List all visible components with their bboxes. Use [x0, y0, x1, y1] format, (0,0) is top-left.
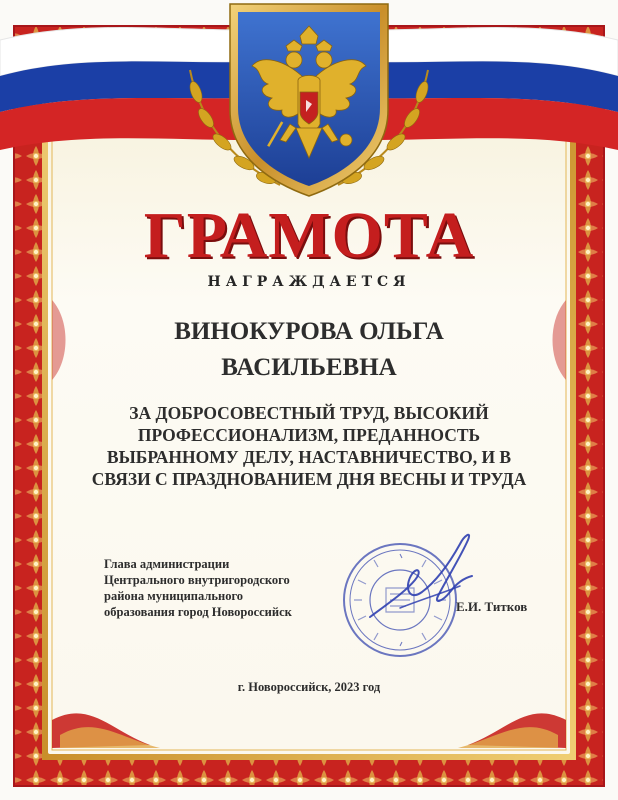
recipient-line: ВИНОКУРОВА ОЛЬГА [174, 318, 444, 345]
signer-position-line: Глава администрации [104, 557, 230, 571]
signer-position [104, 556, 334, 620]
handwritten-signature-icon [360, 522, 490, 632]
certificate-title: ГРАМОТА [143, 199, 475, 272]
signer-name: Е.И. Титков [456, 599, 528, 614]
signer-position-line: Центрального внутригородского [104, 573, 290, 587]
reason-line: ЗА ДОБРОСОВЕСТНЫЙ ТРУД, ВЫСОКИЙ [129, 403, 489, 423]
signer-position-line: образования город Новороссийск [104, 605, 292, 619]
recipient-line: ВАСИЛЬЕВНА [221, 354, 397, 381]
certificate-subtitle: НАГРАЖДАЕТСЯ [207, 274, 411, 290]
award-reason [90, 402, 528, 490]
recipient-name [90, 314, 528, 386]
signer-position-line: района муниципального [104, 589, 244, 603]
place-and-date: г. Новороссийск, 2023 год [237, 680, 381, 694]
reason-line: ПРОФЕССИОНАЛИЗМ, ПРЕДАННОСТЬ [137, 425, 481, 445]
reason-line: СВЯЗИ С ПРАЗДНОВАНИЕМ ДНЯ ВЕСНЫ И ТРУДА [91, 469, 527, 489]
reason-line: ВЫБРАННОМУ ДЕЛУ, НАСТАВНИЧЕСТВО, И В [106, 447, 512, 467]
